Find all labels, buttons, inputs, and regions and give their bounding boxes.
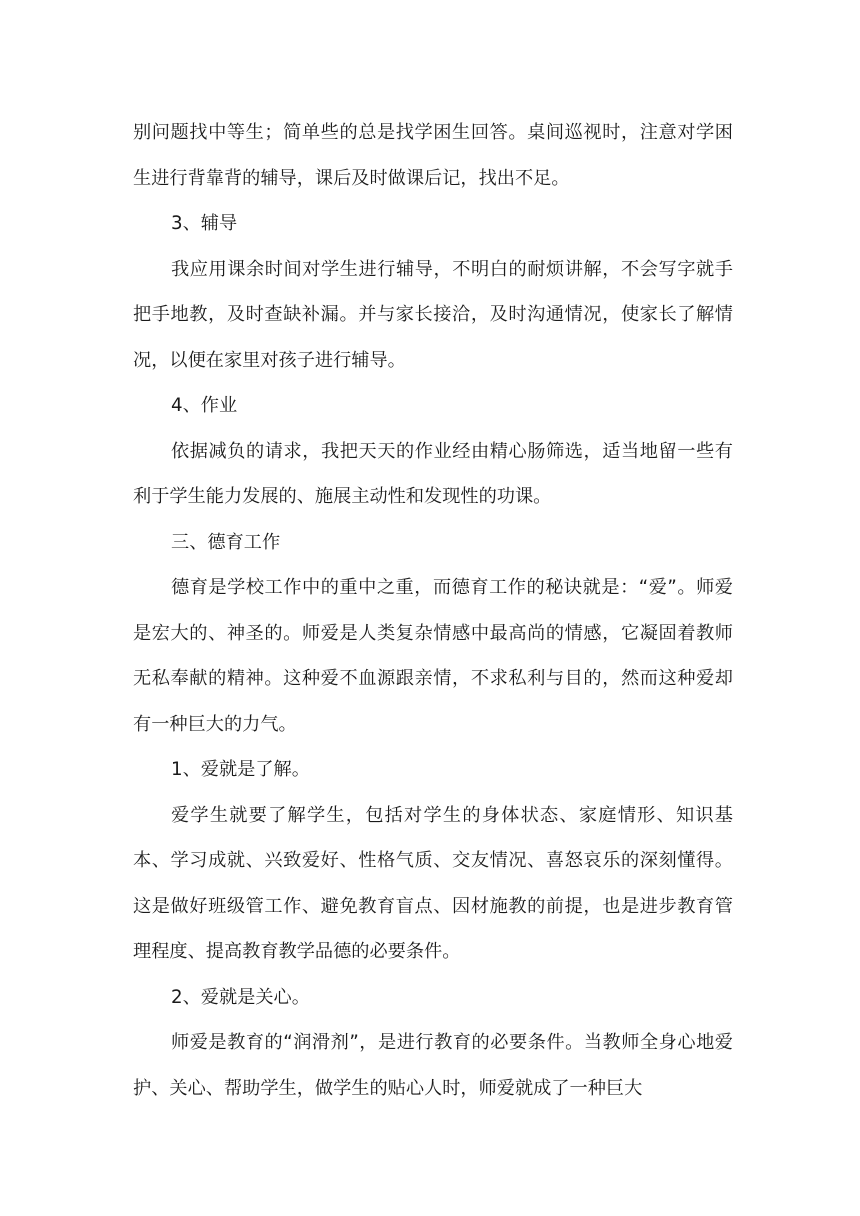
paragraph: 爱学生就要了解学生，包括对学生的身体状态、家庭情形、知识基本、学习成就、兴致爱好、性格气质、交友情况、喜怒哀乐的深刻懂得。这是做好班级管工作、避免教育盲点、因材施教的前提，也是进步教育管理程度、提高教育教学品德的必要条件。 — [133, 804, 733, 962]
paragraph: 我应用课余时间对学生进行辅导，不明白的耐烦讲解，不会写字就手把手地教，及时查缺补漏。并与家长接洽，及时沟通情况，使家长了解情况，以便在家里对孩子进行辅导。 — [133, 258, 733, 371]
section-heading: 1、爱就是了解。 — [171, 759, 310, 780]
paragraph: 依据减负的请求，我把天天的作业经由精心肠筛选，适当地留一些有利于学生能力发展的、施展主动性和发现性的功课。 — [133, 440, 733, 507]
paragraph: 师爱是教育的“润滑剂”，是进行教育的必要条件。当教师全身心地爱护、关心、帮助学生，做学生的贴心人时，师爱就成了一种巨大 — [133, 1032, 733, 1099]
section-heading: 2、爱就是关心。 — [171, 986, 310, 1008]
section-heading: 4、作业 — [171, 395, 238, 416]
paragraph: 别问题找中等生；简单些的总是找学困生回答。桌间巡视时，注意对学困生进行背靠背的辅导，课后及时做课后记，找出不足。 — [133, 122, 733, 189]
paragraph: 德育是学校工作中的重中之重，而德育工作的秘诀就是：“爱”。师爱是宏大的、神圣的。师爱是人类复杂情感中最高尚的情感，它凝固着教师无私奉献的精神。这种爱不血源跟亲情，不求私利与目的，然而这种爱却有一种巨大的力气。 — [133, 577, 733, 735]
section-heading: 三、德育工作 — [171, 531, 281, 553]
document-body — [133, 110, 733, 1111]
section-heading: 3、辅导 — [171, 213, 238, 234]
